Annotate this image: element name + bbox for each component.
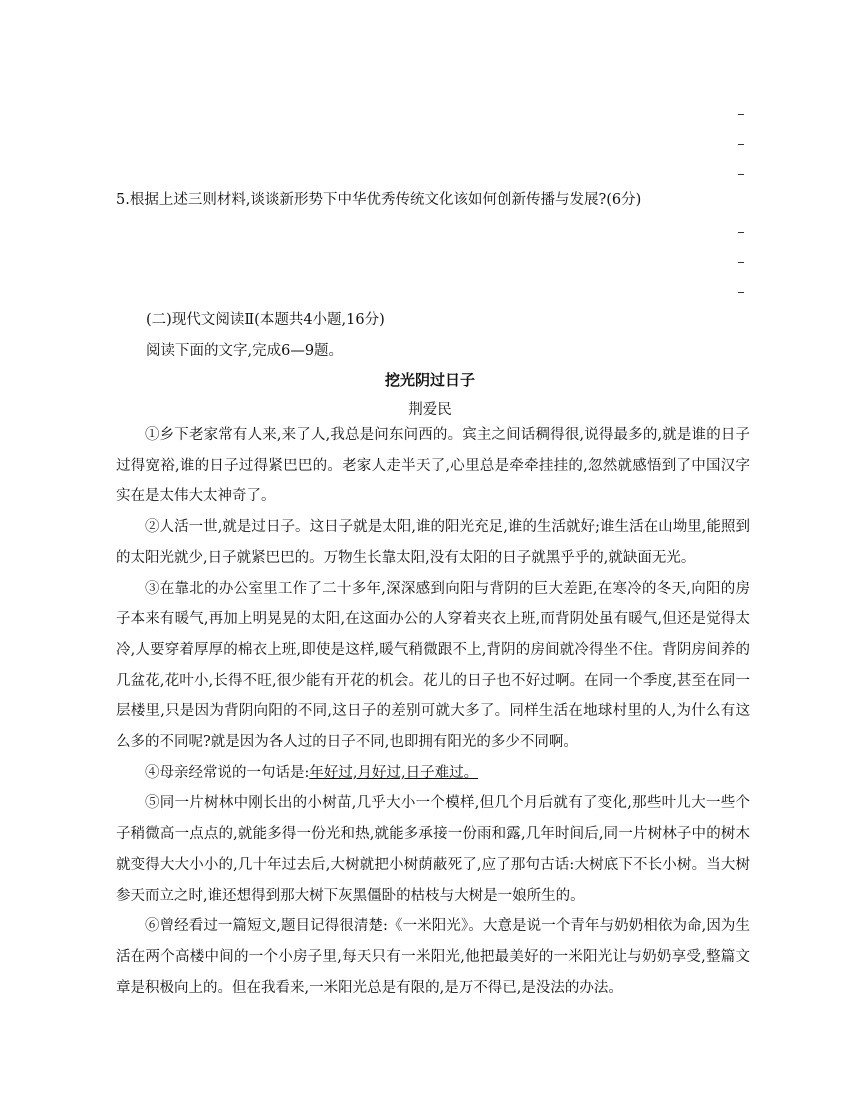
article-body bbox=[116, 420, 750, 1003]
answer-line-mark bbox=[738, 262, 744, 263]
paragraph-1: ①乡下老家常有人来,来了人,我总是问东问西的。宾主之间话稠得很,说得最多的,就是谁的日子过得宽裕,谁的日子过得紧巴巴的。老家人走半天了,心里总是牵牵挂挂的,忽然就感悟到了中国汉字实在是太伟大太神奇了。 bbox=[116, 427, 750, 505]
underlined-quote: 年好过,月好过,日子难过。 bbox=[309, 764, 479, 781]
answer-line-mark bbox=[738, 232, 744, 233]
question-5: 5.根据上述三则材料,谈谈新形势下中华优秀传统文化该如何创新传播与发展?(6分) bbox=[116, 192, 642, 208]
paragraph-4-prefix: ④母亲经常说的一句话是: bbox=[145, 764, 310, 781]
answer-line-mark bbox=[738, 144, 744, 145]
article-author: 荆爱民 bbox=[408, 402, 452, 418]
paragraph-5: ⑤同一片树林中刚长出的小树苗,几乎大小一个模样,但几个月后就有了变化,那些叶儿大一些个子稍微高一点点的,就能多得一份光和热,就能多承接一份雨和露,几年时间后,同一片树林子中的树木就变得大大小小的,几十年过去后,大树就把小树荫蔽死了,应了那句古话:大树底下不长小树。当大树参天而立之时,谁还想得到那大树下灰黑僵卧的枯枝与大树是一娘所生的。 bbox=[116, 795, 750, 904]
article-title: 挖光阴过日子 bbox=[384, 371, 475, 389]
paragraph-6: ⑥曾经看过一篇短文,题目记得很清楚:《一米阳光》。大意是说一个青年与奶奶相依为命,因为生活在两个高楼中间的一个小房子里,每天只有一米阳光,他把最美好的一米阳光让与奶奶享受,整篇文章是积极向上的。但在我看来,一米阳光总是有限的,是万不得已,是没法的办法。 bbox=[116, 918, 750, 996]
paragraph-2: ②人活一世,就是过日子。这日子就是太阳,谁的阳光充足,谁的生活就好;谁生活在山坳里,能照到的太阳光就少,日子就紧巴巴的。万物生长靠太阳,没有太阳的日子就黑乎乎的,就缺面无光。 bbox=[116, 519, 750, 566]
paragraph-4 bbox=[116, 758, 750, 789]
section-instruction: 阅读下面的文字,完成6—9题。 bbox=[146, 343, 344, 359]
paragraph-3: ③在靠北的办公室里工作了二十多年,深深感到向阳与背阴的巨大差距,在寒冷的冬天,向阳的房子本来有暖气,再加上明晃晃的太阳,在这面办公的人穿着夹衣上班,而背阴处虽有暖气,但还是觉得太冷,人要穿着厚厚的棉衣上班,即使是这样,暖气稍微跟不上,背阴的房间就冷得坐不住。背阴房间养的几盆花,花叶小,长得不旺,很少能有开花的机会。花儿的日子也不好过啊。在同一个季度,甚至在同一层楼里,只是因为背阴向阳的不同,这日子的差别可就大多了。同样生活在地球村里的人,为什么有这么多的不同呢?就是因为各人过的日子不同,也即拥有阳光的多少不同啊。 bbox=[116, 580, 750, 751]
answer-line-mark bbox=[738, 174, 744, 175]
section-title: (二)现代文阅读Ⅱ(本题共4小题,16分) bbox=[146, 312, 385, 328]
answer-line-mark bbox=[738, 292, 744, 293]
answer-line-mark bbox=[738, 114, 744, 115]
